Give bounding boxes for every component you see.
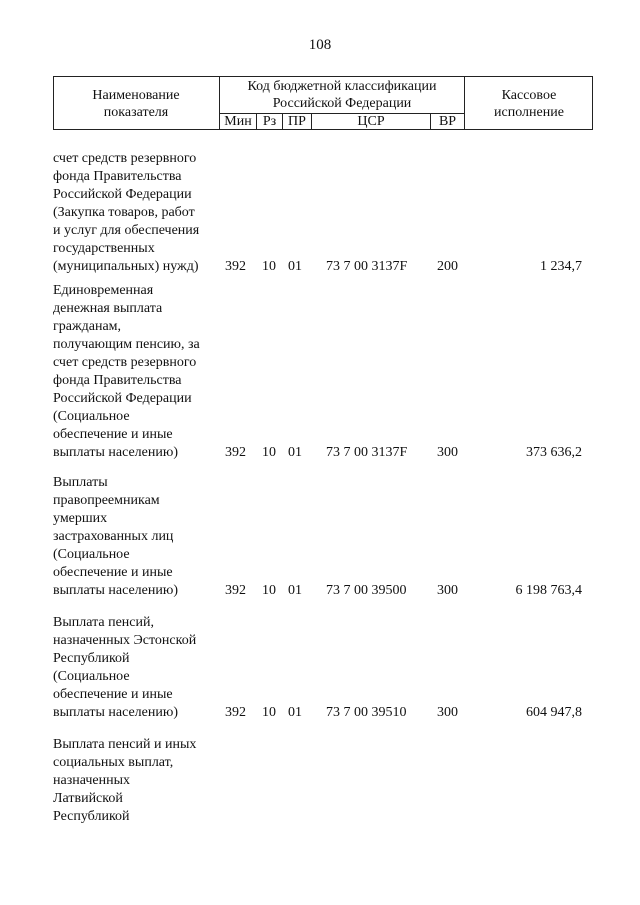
row-csr: 73 7 00 39510: [326, 705, 407, 720]
row-min: 392: [225, 705, 246, 720]
row-min: 392: [225, 583, 246, 598]
row-amount: 604 947,8: [526, 705, 582, 720]
row-csr: 73 7 00 3137F: [326, 259, 408, 274]
row-name: Выплата пенсий и иных социальных выплат, назначенных Латвийской Республикой: [53, 737, 197, 824]
row-name: Выплата пенсий, назначенных Эстонской Республикой (Социальное обеспечение и иные выплаты населению): [53, 615, 197, 720]
row-pr: 01: [288, 705, 302, 720]
header-code-group: Код бюджетной классификации Российской Федерации: [247, 79, 437, 111]
table-row: [0, 150, 640, 276]
row-min: 392: [225, 259, 246, 274]
row-amount: 6 198 763,4: [515, 583, 582, 598]
row-rz: 10: [262, 259, 276, 274]
row-pr: 01: [288, 259, 302, 274]
row-rz: 10: [262, 705, 276, 720]
row-amount: 373 636,2: [526, 445, 582, 460]
header-amount-column: Кассовое исполнение: [494, 88, 564, 120]
table-header: [53, 76, 593, 130]
header-pr: ПР: [288, 114, 306, 129]
table-row: [0, 736, 640, 826]
row-vr: 300: [437, 705, 458, 720]
header-vr: ВР: [438, 114, 457, 129]
row-amount: 1 234,7: [540, 259, 582, 274]
row-csr: 73 7 00 39500: [326, 583, 407, 598]
table-row: [0, 282, 640, 462]
row-min: 392: [225, 445, 246, 460]
row-name: Выплаты правопреемникам умерших застрахованных лиц (Социальное обеспечение и иные выплаты населению): [53, 475, 178, 598]
row-pr: 01: [288, 583, 302, 598]
row-vr: 300: [437, 445, 458, 460]
header-name-column: Наименование показателя: [92, 88, 180, 120]
row-csr: 73 7 00 3137F: [326, 445, 408, 460]
row-name: Единовременная денежная выплата гражданам, получающим пенсию, за счет средств резервного фонда Правительства Российской Федерации (Социальное обеспечение и иные выплаты населению): [53, 283, 200, 460]
table-row: [0, 614, 640, 722]
table-row: [0, 474, 640, 600]
header-rz: Рз: [262, 114, 277, 129]
row-pr: 01: [288, 445, 302, 460]
row-vr: 300: [437, 583, 458, 598]
page-number: 108: [308, 37, 332, 53]
row-vr: 200: [437, 259, 458, 274]
row-rz: 10: [262, 445, 276, 460]
row-name: счет средств резервного фонда Правительства Российской Федерации (Закупка товаров, работ и услуг для обеспечения государственных (муниципальных) нужд): [53, 151, 200, 274]
header-csr: ЦСР: [357, 114, 385, 129]
row-rz: 10: [262, 583, 276, 598]
header-min: Мин: [224, 114, 252, 129]
